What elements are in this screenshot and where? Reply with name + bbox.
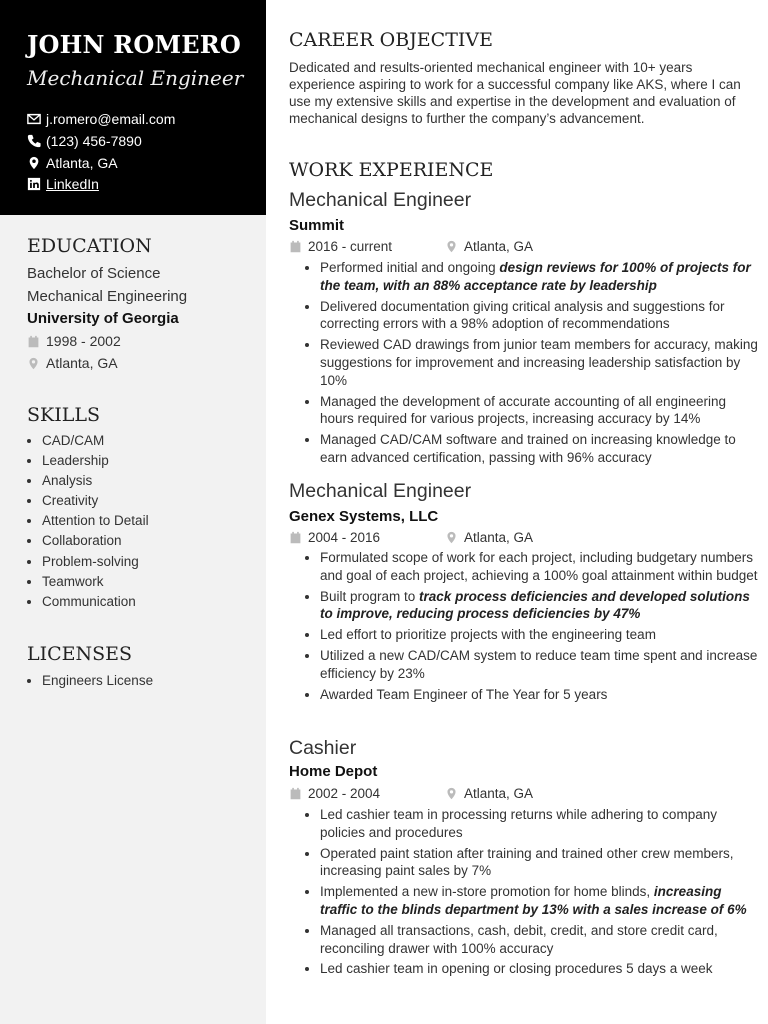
bullet-text: Utilized a new CAD/CAM system to reduce team time spent and increase efficiency by 23% — [320, 647, 758, 681]
calendar-icon — [27, 335, 40, 348]
bullet-item — [320, 259, 760, 295]
licenses-heading: LICENSES — [27, 643, 133, 665]
bullet-item — [320, 845, 760, 881]
skill-item: • Creativity — [42, 491, 149, 511]
bullet-item — [320, 336, 760, 389]
bullet-text: Led effort to prioritize projects with the engineering team — [320, 627, 656, 643]
linkedin-icon — [27, 177, 41, 191]
job-meta — [289, 786, 534, 801]
bullet-text: Managed the development of accurate accounting of all engineering hours required for various projects, increasing accuracy by 14% — [320, 393, 727, 427]
bullet-text: Implemented a new in-store promotion for home blinds, — [320, 884, 654, 900]
location-text: Atlanta, GA — [46, 155, 118, 171]
bullet-item — [320, 960, 760, 978]
bullet-item — [320, 922, 760, 958]
bullet-item — [320, 431, 760, 467]
education-location-text: Atlanta, GA — [46, 355, 118, 371]
bullet-emphasis: design reviews for 100% of projects for the team, with an 88% acceptance rate by leadership — [320, 260, 751, 293]
bullet-item — [320, 549, 760, 585]
bullet-text: Awarded Team Engineer of The Year for 5 years — [320, 686, 608, 702]
bullet-text: Led cashier team in opening or closing procedures 5 days a week — [320, 961, 713, 977]
envelope-icon — [27, 112, 41, 126]
skill-item: • Collaboration — [42, 531, 149, 551]
experience-heading: WORK EXPERIENCE — [289, 159, 494, 181]
job-location — [445, 530, 533, 545]
job-bullets — [302, 806, 760, 981]
contact-phone[interactable] — [27, 133, 142, 149]
bullet-text: Managed all transactions, cash, debit, credit, and store credit card, reconciling drawer with 100% accuracy — [320, 922, 718, 956]
skill-item: • Communication — [42, 592, 149, 612]
job-title: Mechanical Engineer — [289, 480, 472, 502]
bullet-emphasis: track process deficiencies and developed solutions to improve, reducing process deficiencies by 47% — [320, 588, 750, 622]
bullet-item — [320, 647, 760, 683]
job-dates: 2002 - 2004 — [308, 786, 381, 801]
bullet-emphasis: increasing traffic to the blinds department by 13% with a sales increase of 6% — [320, 884, 747, 917]
job-dates: 2004 - 2016 — [308, 530, 381, 545]
bullet-text: Performed initial and ongoing — [320, 260, 500, 275]
candidate-role: Mechanical Engineer — [27, 66, 244, 90]
job-bullets — [302, 259, 760, 470]
job-location-text: Atlanta, GA — [464, 239, 534, 254]
calendar-icon — [289, 531, 302, 544]
bullet-text: Delivered documentation giving critical analysis and suggestions for correcting errors with a 98% adoption of recommendations — [320, 298, 725, 332]
map-pin-icon — [27, 357, 40, 370]
job-location — [445, 239, 533, 254]
job-meta — [289, 530, 534, 545]
license-item: • Engineers License — [42, 671, 153, 691]
objective-heading: CAREER OBJECTIVE — [289, 29, 493, 51]
education-location — [27, 355, 118, 371]
contact-location — [27, 155, 118, 171]
education-years — [27, 333, 121, 349]
education-years-text: 1998 - 2002 — [46, 333, 121, 349]
bullet-text: Reviewed CAD drawings from junior team members for accuracy, making suggestions for improvement and increasing leadership satisfaction by 10% — [320, 337, 758, 388]
licenses-list — [27, 671, 153, 691]
bullet-item — [320, 686, 760, 704]
phone-icon — [27, 134, 41, 148]
bullet-text: Built program to — [320, 588, 420, 604]
contact-email[interactable] — [27, 111, 175, 127]
map-pin-icon — [445, 787, 458, 800]
job-title: Cashier — [289, 737, 357, 759]
job-title: Mechanical Engineer — [289, 189, 472, 211]
map-pin-icon — [445, 240, 458, 253]
bullet-item — [320, 298, 760, 334]
map-pin-icon — [27, 156, 41, 170]
skills-list — [27, 431, 149, 612]
bullet-item — [320, 626, 760, 644]
bullet-item — [320, 393, 760, 429]
job-location-text: Atlanta, GA — [464, 530, 534, 545]
contact-linkedin[interactable] — [27, 176, 99, 192]
job-meta — [289, 239, 534, 254]
education-major: Mechanical Engineering — [27, 288, 188, 305]
bullet-text: Led cashier team in processing returns while adhering to company policies and procedures — [320, 807, 717, 840]
linkedin-link[interactable]: LinkedIn — [46, 176, 99, 192]
candidate-name: JOHN ROMERO — [27, 30, 241, 59]
bullet-item — [320, 883, 760, 919]
job-company: Genex Systems, LLC — [289, 508, 439, 525]
skill-item: • Analysis — [42, 471, 149, 491]
calendar-icon — [289, 240, 302, 253]
skill-item: • Leadership — [42, 451, 149, 471]
job-dates: 2016 - current — [308, 239, 393, 254]
education-school: University of Georgia — [27, 310, 179, 327]
job-company: Summit — [289, 217, 345, 234]
skills-heading: SKILLS — [27, 404, 100, 426]
bullet-text: Operated paint station after training and trained other crew members, increasing paint sales by 7% — [320, 845, 734, 879]
map-pin-icon — [445, 531, 458, 544]
objective-text: Dedicated and results-oriented mechanical engineer with 10+ years experience aspiring to work for a successful company like AKS, where I can use my extensive skills and expertise in the development and evaluation of mechanical designs to further the company’s advancement. — [289, 60, 741, 127]
calendar-icon — [289, 787, 302, 800]
skill-item: • CAD/CAM — [42, 431, 149, 451]
bullet-text: Formulated scope of work for each project, including budgetary numbers and goal of each project, achieving a 100% goal attainment within budget — [320, 550, 758, 583]
job-location — [445, 786, 533, 801]
sidebar — [0, 0, 266, 1024]
job-bullets — [302, 549, 760, 706]
email-text: j.romero@email.com — [46, 111, 176, 127]
bullet-item — [320, 588, 760, 624]
job-location-text: Atlanta, GA — [464, 786, 534, 801]
bullet-item — [320, 806, 760, 842]
skill-item: • Attention to Detail — [42, 511, 149, 531]
job-company: Home Depot — [289, 763, 378, 780]
skill-item: • Problem-solving — [42, 552, 149, 572]
education-heading: EDUCATION — [27, 235, 152, 257]
phone-text: (123) 456-7890 — [46, 133, 142, 149]
education-degree: Bachelor of Science — [27, 265, 161, 282]
skill-item: • Teamwork — [42, 572, 149, 592]
bullet-text: Managed CAD/CAM software and trained on increasing knowledge to earn advanced certification, passing with 96% accuracy — [320, 432, 736, 465]
